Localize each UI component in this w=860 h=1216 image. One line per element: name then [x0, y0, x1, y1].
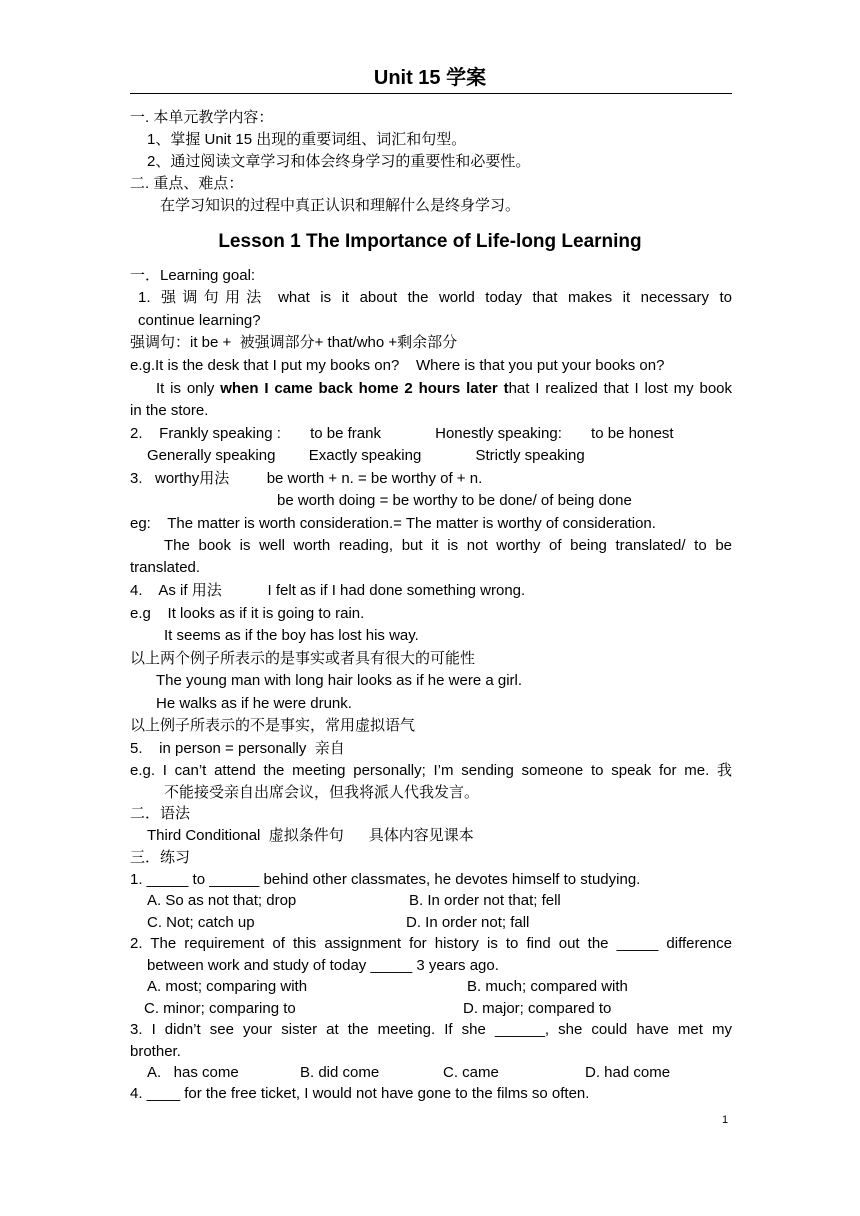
text-line: e.g.It is the desk that I put my books on? Where is that you put your books on? [130, 357, 665, 374]
exercise-question: 2. The requirement of this assignment for history is to find out the _____ difference [130, 935, 732, 952]
title-underline [130, 93, 732, 94]
exercise-option: B. In order not that; fell [409, 892, 561, 909]
page-number: 1 [722, 1114, 729, 1126]
exercise-question: 3. I didn’t see your sister at the meeting. If she ______, she could have met my [130, 1021, 732, 1038]
text-line: 一．Learning goal: [130, 267, 256, 284]
text-line: 2. Frankly speaking : to be frank Honestly speaking: to be honest [130, 425, 674, 442]
exercise-option: B. much; compared with [467, 978, 628, 995]
text-line: translated. [130, 559, 201, 576]
exercise-question: between work and study of today _____ 3 years ago. [147, 957, 499, 974]
text-line: eg: The matter is worth consideration.= The matter is worthy of consideration. [130, 515, 656, 532]
exercise-option: C. minor; comparing to [144, 1000, 296, 1017]
text-line: Third Conditional 虚拟条件句 具体内容见课本 [147, 827, 474, 844]
section-heading-grammar: 二．语法 [130, 805, 191, 822]
intro-item-1: 1、掌握 Unit 15 出现的重要词组、词汇和句型。 [147, 131, 467, 148]
text-line: 强调句：it be + 被强调部分+ that/who +剩余部分 [130, 334, 458, 351]
text-line: 3. worthy用法 be worth + n. = be worthy of + n. [130, 470, 483, 487]
section-heading-exercises: 三．练习 [130, 849, 191, 866]
text-line: continue learning? [138, 312, 261, 329]
exercise-option: A. So as not that; drop [147, 892, 297, 909]
text-line: 以上例子所表示的不是事实，常用虚拟语气 [130, 717, 416, 734]
text-line: The book is well worth reading, but it is not worthy of being translated/ to be [164, 537, 732, 554]
exercise-option: C. came [443, 1064, 499, 1081]
exercise-option: D. In order not; fall [406, 914, 530, 931]
text-line: e.g. I can’t attend the meeting personally; I’m sending someone to speak for me. 我 [130, 762, 732, 779]
intro-heading-1: 一. 本单元教学内容： [130, 109, 274, 126]
text-line: 不能接受亲自出席会议，但我将派人代我发言。 [164, 784, 480, 801]
page-title: Unit 15 学案 [373, 67, 487, 89]
text-line: 1. 强调句用法 what is it about the world today that makes it necessary to [138, 289, 732, 306]
exercise-question: 1. _____ to ______ behind other classmates, he devotes himself to studying. [130, 871, 641, 888]
exercise-option: B. did come [300, 1064, 380, 1081]
text-line: be worth doing = be worthy to be done/ of being done [277, 492, 632, 509]
exercise-option: D. had come [585, 1064, 671, 1081]
intro-item-2: 2、通过阅读文章学习和体会终身学习的重要性和必要性。 [147, 153, 531, 170]
text-line: The young man with long hair looks as if he were a girl. [156, 672, 523, 689]
text-line: in the store. [130, 402, 209, 419]
intro-heading-2: 二. 重点、难点： [130, 175, 244, 192]
text-line: 4. As if 用法 I felt as if I had done something wrong. [130, 582, 526, 599]
lesson-title: Lesson 1 The Importance of Life-long Learning [218, 231, 642, 252]
exercise-question: 4. ____ for the free ticket, I would not have gone to the films so often. [130, 1085, 590, 1102]
text-line: It is only when I came back home 2 hours later that I realized that I lost my book [156, 380, 733, 397]
intro-item-3: 在学习知识的过程中真正认识和理解什么是终身学习。 [160, 197, 521, 214]
text-line: 5. in person = personally 亲自 [130, 740, 345, 757]
exercise-option: A. most; comparing with [147, 978, 308, 995]
exercise-option: C. Not; catch up [147, 914, 255, 931]
text-line: e.g It looks as if it is going to rain. [130, 605, 365, 622]
exercise-option: D. major; compared to [463, 1000, 612, 1017]
exercise-question: brother. [130, 1043, 181, 1060]
text-line: He walks as if he were drunk. [156, 695, 352, 712]
text-line: Generally speaking Exactly speaking Strictly speaking [147, 447, 585, 464]
exercise-option: A. has come [147, 1064, 239, 1081]
text-line: 以上两个例子所表示的是事实或者具有很大的可能性 [130, 650, 476, 667]
text-line: It seems as if the boy has lost his way. [164, 627, 419, 644]
